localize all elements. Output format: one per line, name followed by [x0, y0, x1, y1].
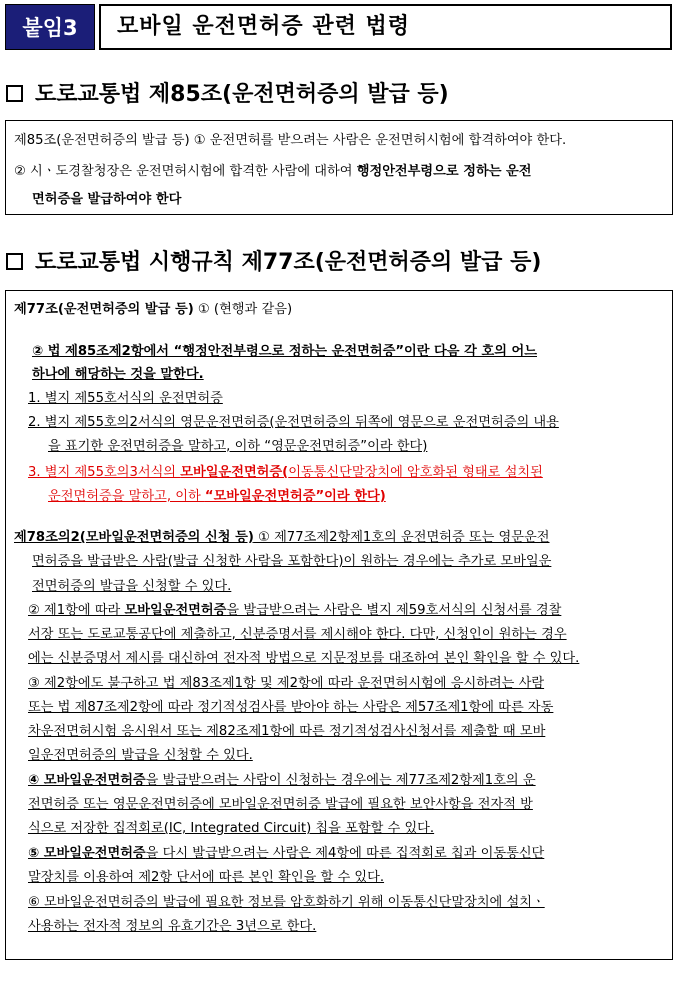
- checkbox-square-icon: [6, 253, 23, 270]
- art78-para3-line2: 또는 법 제87조제2항에 따라 정기적성검사를 받아야 하는 사람은 제57조제1항에 따른 자동: [28, 700, 554, 715]
- art78-para3-line1: ③ 제2항에도 불구하고 법 제83조제1항 및 제2항에 따라 운전면허시험에 응시하려는 사람: [28, 676, 545, 691]
- page-title: 모바일 운전면허증 관련 법령: [99, 4, 672, 50]
- art77-line: 제77조(운전면허증의 발급 등) ① (현행과 같음): [14, 302, 293, 317]
- section1-panel: [5, 120, 673, 215]
- art77-para2-line2: 하나에 해당하는 것을 말한다.: [32, 367, 204, 382]
- art78-para3-line4: 일운전면허증의 발급을 신청할 수 있다.: [28, 748, 253, 763]
- item3-line1: 3. 별지 제55호의3서식의 모바일운전면허증(이동통신단말장치에 암호화된 형태로 설치된: [28, 465, 543, 480]
- art85-line3: 면허증을 발급하여야 한다: [32, 192, 182, 207]
- art78-2-line3: 전면허증의 발급을 신청할 수 있다.: [32, 579, 232, 594]
- art78-para2-line3: 에는 신분증명서 제시를 대신하여 전자적 방법으로 지문정보를 대조하여 본인 확인을 할 수 있다.: [28, 651, 580, 666]
- art78-para5-line1: ⑤ 모바일운전면허증을 다시 발급받으려는 사람은 제4항에 따른 집적회로 칩과 이동통신단: [28, 846, 545, 861]
- art77-para2-line1: ② 법 제85조제2항에서 “행정안전부령으로 정하는 운전면허증”이란 다음 각 호의 어느: [32, 344, 537, 359]
- art78-para6-line1: ⑥ 모바일운전면허증의 발급에 필요한 정보를 암호화하기 위해 이동통신단말장치에 설치ㆍ: [28, 895, 545, 910]
- checkbox-square-icon: [6, 85, 23, 102]
- art78-para6-line2: 사용하는 전자적 정보의 유효기간은 3년으로 한다.: [28, 919, 317, 934]
- art78-2-line2: 면허증을 발급받은 사람(발급 신청한 사람을 포함한다)이 원하는 경우에는 추가로 모바일운: [32, 554, 552, 569]
- art78-para5-line2: 말장치를 이용하여 제2항 단서에 따른 본인 확인을 할 수 있다.: [28, 870, 385, 885]
- section2-panel: [5, 290, 673, 960]
- attachment-tag: 붙임3: [5, 4, 95, 50]
- art78-para3-line3: 차운전면허시험 응시원서 또는 제82조제1항에 따른 정기적성검사신청서를 제출할 때 모바: [28, 724, 546, 739]
- item1: 1. 별지 제55호서식의 운전면허증: [28, 391, 223, 406]
- item2-line2: 을 표기한 운전면허증을 말하고, 이하 “영문운전면허증”이라 한다): [48, 439, 428, 454]
- item2-line1: 2. 별지 제55호의2서식의 영문운전면허증(운전면허증의 뒤쪽에 영문으로 운전면허증의 내용: [28, 415, 559, 430]
- art78-para4-line2: 전면허증 또는 영문운전면허증에 모바일운전면허증 발급에 필요한 보안사항을 전자적 방: [28, 797, 533, 812]
- art78-para2-line2: 서장 또는 도로교통공단에 제출하고, 신분증명서를 제시해야 한다. 다만, 신청인이 원하는 경우: [28, 627, 567, 642]
- art78-para4-line1: ④ 모바일운전면허증을 발급받으려는 사람이 신청하는 경우에는 제77조제2항제1호의 운: [28, 773, 536, 788]
- art85-line2: ② 시ㆍ도경찰청장은 운전면허시험에 합격한 사람에 대하여 행정안전부령으로 정하는 운전: [14, 164, 532, 179]
- art78-2-line1: 제78조의2(모바일운전면허증의 신청 등) ① 제77조제2항제1호의 운전면허증 또는 영문운전: [14, 530, 550, 545]
- art78-para2-line1: ② 제1항에 따라 모바일운전면허증을 발급받으려는 사람은 별지 제59호서식의 신청서를 경찰: [28, 603, 562, 618]
- page-header: [5, 4, 672, 50]
- section1-heading: 도로교통법 제85조(운전면허증의 발급 등): [6, 80, 449, 110]
- art78-para4-line3: 식으로 저장한 집적회로(IC, Integrated Circuit) 칩을 포함할 수 있다.: [28, 821, 435, 836]
- section2-heading: 도로교통법 시행규칙 제77조(운전면허증의 발급 등): [6, 248, 541, 278]
- art85-line1: 제85조(운전면허증의 발급 등) ① 운전면허를 받으려는 사람은 운전면허시험에 합격하여야 한다.: [14, 133, 567, 148]
- item3-line2: 운전면허증을 말하고, 이하 “모바일운전면허증”이라 한다): [48, 489, 386, 504]
